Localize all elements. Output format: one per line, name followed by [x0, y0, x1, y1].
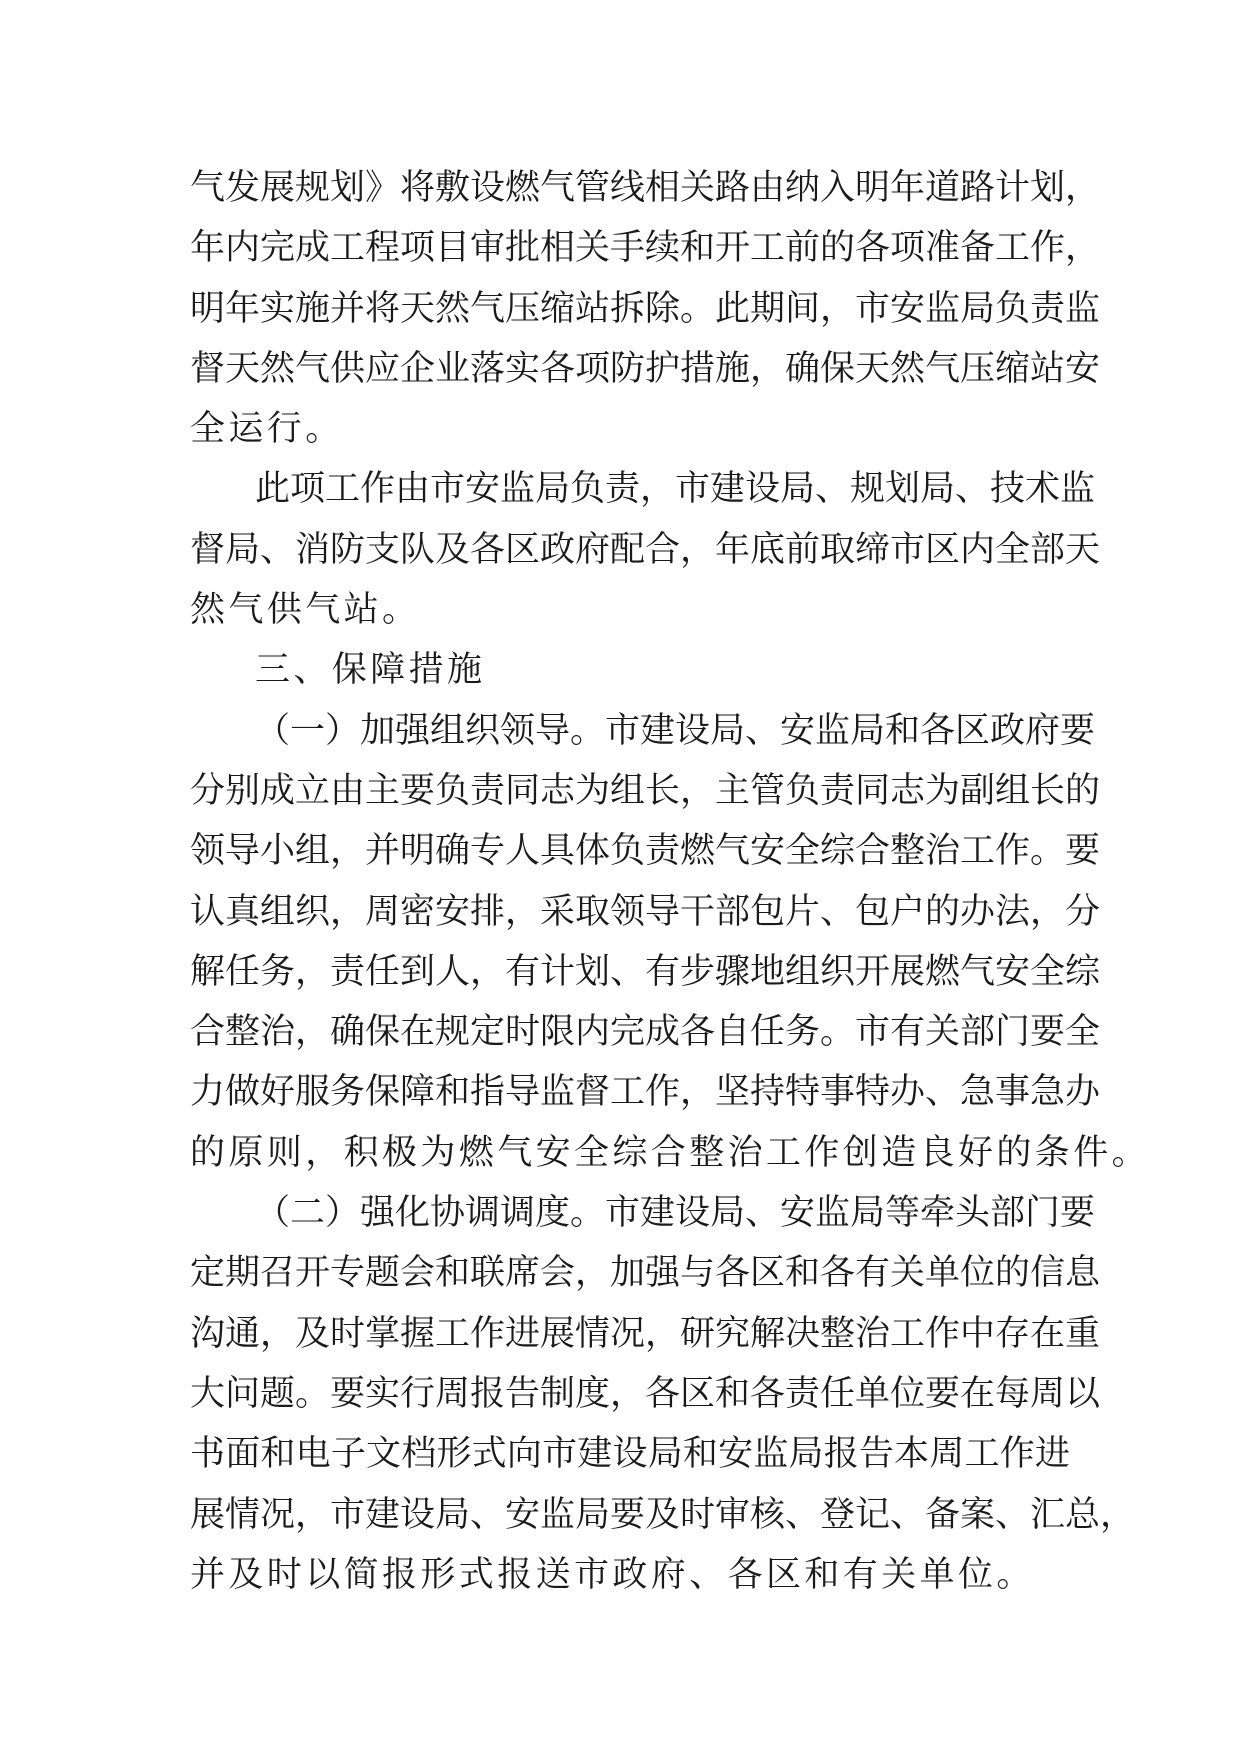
section-heading: 三、保障措施: [255, 650, 486, 691]
text-line: 明年实施并将天然气压缩站拆除。此期间，市安监局负责监: [190, 288, 1101, 329]
text-line: 年内完成工程项目审批相关手续和开工前的各项准备工作，: [190, 228, 1101, 269]
text-line: 书面和电子文档形式向市建设局和安监局报告本周工作进: [190, 1434, 1070, 1475]
text-line: 此项工作由市安监局负责，市建设局、规划局、技术监: [255, 469, 1096, 510]
text-line: 认真组织，周密安排，采取领导干部包片、包户的办法，分: [190, 891, 1101, 932]
body-text: [190, 158, 1151, 1605]
text-line: 并及时以简报形式报送市政府、各区和有关单位。: [190, 1554, 1035, 1595]
text-line: （一）加强组织领导。市建设局、安监局和各区政府要: [255, 710, 1096, 751]
text-line: 气发展规划》将敷设燃气管线相关路由纳入明年道路计划，: [190, 168, 1101, 208]
text-line: 解任务，责任到人，有计划、有步骤地组织开展燃气安全综: [190, 951, 1101, 992]
text-line: 定期召开专题会和联席会，加强与各区和各有关单位的信息: [190, 1253, 1101, 1294]
text-line: 领导小组，并明确专人具体负责燃气安全综合整治工作。要: [190, 831, 1101, 872]
text-line: （二）强化协调调度。市建设局、安监局等牵头部门要: [255, 1193, 1096, 1234]
text-line: 大问题。要实行周报告制度，各区和各责任单位要在每周以: [190, 1373, 1101, 1414]
text-line: 然气供气站。: [190, 590, 421, 631]
text-line: 督局、消防支队及各区政府配合，年底前取缔市区内全部天: [190, 529, 1101, 570]
text-line: 督天然气供应企业落实各项防护措施，确保天然气压缩站安: [190, 348, 1101, 389]
text-line: 展情况，市建设局、安监局要及时审核、登记、备案、汇总，: [190, 1494, 1136, 1535]
text-line: 分别成立由主要负责同志为组长，主管负责同志为副组长的: [190, 770, 1101, 811]
text-line: 力做好服务保障和指导监督工作，坚持特事特办、急事急办: [190, 1072, 1101, 1113]
text-line: 的原则，积极为燃气安全综合整治工作创造良好的条件。: [190, 1132, 1151, 1173]
text-line: 合整治，确保在规定时限内完成各自任务。市有关部门要全: [190, 1012, 1101, 1053]
text-line: 全运行。: [190, 409, 344, 450]
text-line: 沟通，及时掌握工作进展情况，研究解决整治工作中存在重: [190, 1313, 1101, 1354]
